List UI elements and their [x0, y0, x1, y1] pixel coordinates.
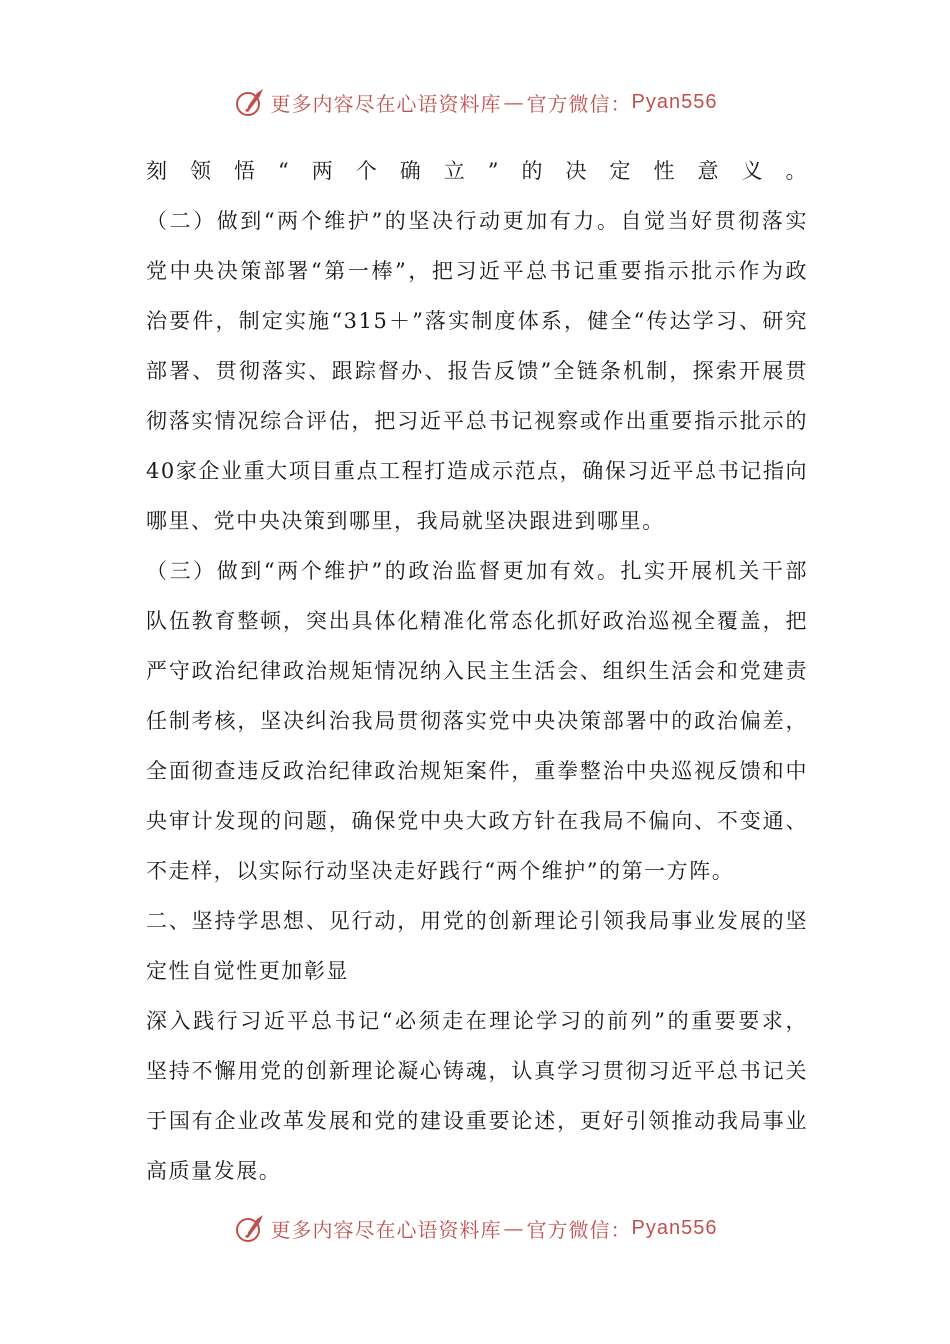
body-line-2: （二）做到“两个维护”的坚决行动更加有力。自觉当好贯彻落实 [146, 209, 808, 233]
banner-contact-id: Pyan556 [631, 1216, 718, 1239]
body-line-14: 央审计发现的问题，确保党中央大政方针在我局不偏向、不变通、 [146, 809, 808, 833]
banner-slogan: 更多内容尽在心语资料库 [270, 1217, 502, 1242]
pen-nib-logo-icon [233, 85, 267, 119]
banner-separator: — [503, 1216, 525, 1240]
banner-contact-id: Pyan556 [631, 90, 718, 113]
body-line-11: 严守政治纪律政治规矩情况纳入民主生活会、组织生活会和党建责 [146, 659, 808, 683]
banner-contact-label: 官方微信： [526, 1217, 632, 1242]
footer-banner [0, 1208, 950, 1248]
section-heading-line-1: 二、坚持学思想、见行动，用党的创新理论引领我局事业发展的坚 [146, 909, 808, 933]
body-line-18: 深入践行习近平总书记“必须走在理论学习的前列”的重要要求， [146, 1009, 808, 1033]
body-line-19: 坚持不懈用党的创新理论凝心铸魂，认真学习贯彻习近平总书记关 [146, 1059, 808, 1083]
body-line-5: 部署、贯彻落实、跟踪督办、报告反馈”全链条机制，探索开展贯 [146, 359, 808, 383]
body-line-10: 队伍教育整顿，突出具体化精准化常态化抓好政治巡视全覆盖，把 [146, 609, 808, 633]
banner-separator: — [503, 90, 525, 114]
body-line-8: 哪里、党中央决策到哪里，我局就坚决跟进到哪里。 [146, 509, 665, 533]
body-line-9: （三）做到“两个维护”的政治监督更加有效。扎实开展机关干部 [146, 559, 808, 583]
body-line-13: 全面彻查违反政治纪律政治规矩案件，重拳整治中央巡视反馈和中 [146, 759, 808, 783]
body-line-4: 治要件，制定实施“315＋”落实制度体系，健全“传达学习、研究 [146, 309, 808, 333]
body-line-21: 高质量发展。 [146, 1159, 282, 1183]
body-line-3: 党中央决策部署“第一棒”，把习近平总书记重要指示批示作为政 [146, 259, 808, 283]
banner-slogan: 更多内容尽在心语资料库 [270, 91, 502, 116]
body-line-15: 不走样，以实际行动坚决走好践行“两个维护”的第一方阵。 [146, 859, 735, 883]
section-heading-line-2: 定性自觉性更加彰显 [146, 959, 349, 983]
body-line-12: 任制考核，坚决纠治我局贯彻落实党中央决策部署中的政治偏差， [146, 709, 808, 733]
header-banner [0, 82, 950, 122]
body-line-1: 刻领悟“两个确立”的决定性意义。 [146, 159, 808, 183]
pen-nib-logo-icon [233, 1211, 267, 1245]
body-line-6: 彻落实情况综合评估，把习近平总书记视察或作出重要指示批示的 [146, 409, 808, 433]
document-body [146, 146, 808, 1196]
banner-contact-label: 官方微信： [526, 91, 632, 116]
body-line-20: 于国有企业改革发展和党的建设重要论述，更好引领推动我局事业 [146, 1109, 808, 1133]
body-line-7: 40家企业重大项目重点工程打造成示范点，确保习近平总书记指向 [146, 459, 808, 483]
